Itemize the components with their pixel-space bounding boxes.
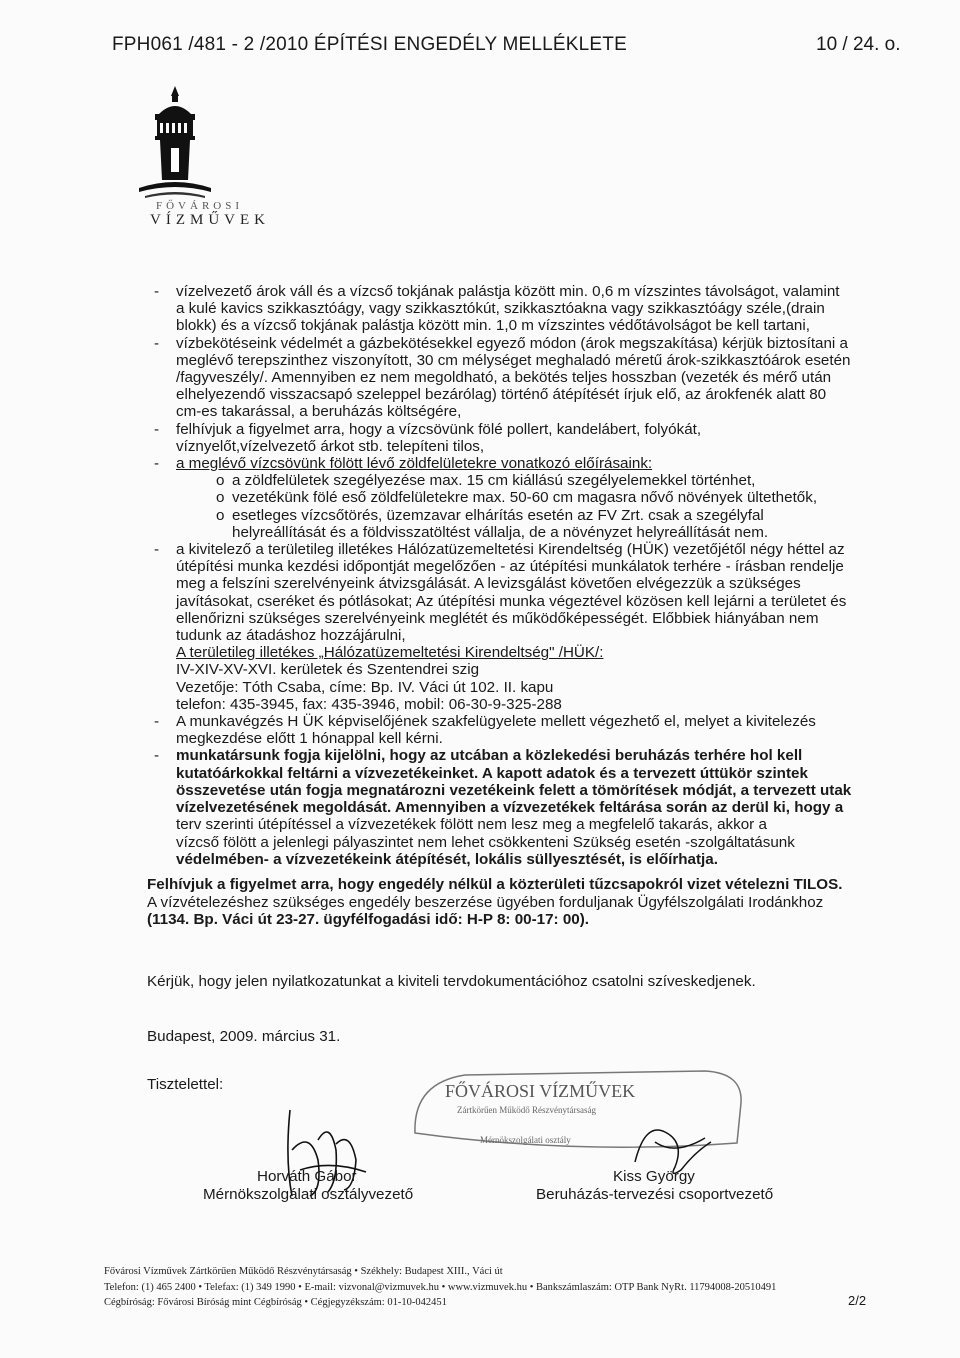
body-line [176, 438, 866, 455]
dash-marker: - [154, 713, 160, 731]
bullet-marker: o [216, 472, 225, 490]
fire-hydrant-notice [147, 876, 867, 929]
stamp-line3: Mérnökszolgálati osztály [480, 1135, 571, 1145]
body-line-text: A munkavégzés H ÜK képviselőjének szakfelügyelete mellett végezhető el, melyet a kivitelezés [176, 713, 816, 731]
body-line [176, 851, 866, 868]
body-line-text: telefon: 435-3945, fax: 435-3946, mobil: 06-30-9-325-288 [176, 695, 562, 713]
stamp-line1: FŐVÁROSI VÍZMŰVEK [445, 1081, 636, 1101]
body-line [176, 386, 866, 403]
signatory-2-title: Beruházás-tervezési csoportvezető [536, 1186, 774, 1203]
body-line [176, 765, 866, 782]
body-line-text: munkatársunk fogja kijelölni, hogy az utcában a közlekedési beruházás terhére hol kell [176, 747, 803, 765]
body-line [176, 782, 866, 799]
bullet-marker: o [216, 506, 225, 524]
body-line [176, 730, 866, 747]
request-text: Kérjük, hogy jelen nyilatkozatunkat a kiviteli tervdokumentációhoz csatolni szíveskedjenek. [147, 973, 756, 990]
body-line [154, 334, 866, 352]
body-line [176, 575, 866, 592]
document-header-page-ref: 10 / 24. o. [816, 34, 901, 55]
body-line [176, 644, 866, 661]
document-date: Budapest, 2009. március 31. [147, 1028, 341, 1045]
bullet-marker: o [216, 489, 225, 507]
body-line-text: terv szerinti útépítéssel a vízvezetékek fölött nem lesz meg a megfelelő takarás, akkor a [176, 816, 767, 834]
body-line [176, 696, 866, 713]
body-line-text: összevetése után fogja megnatározni vezetékeink felett a tömörítések módját, a tervezett utak [176, 781, 852, 799]
body-line-text: tudunk az átadáshoz hozzájárulni, [176, 627, 406, 645]
body-line-text: blokk) és a vízcső tokjának palástja között min. 1,0 m vízszintes védőtávolságot be kell tartani, [176, 317, 810, 335]
dash-marker: - [154, 420, 160, 438]
page-number: 2/2 [848, 1293, 867, 1308]
body-line-text: javításokat, cseréket és pótlásokat; Az útépítési munka végeztével közösen kell lejárni a területet és [176, 592, 847, 610]
body-line-text: esetleges vízcsőtörés, üzemzavar elhárítás esetén az FV Zrt. csak a szegélyfal [232, 506, 764, 524]
body-line [176, 472, 866, 489]
body-line-text: /fagyveszély/. Amennyiben ez nem megoldható, a bekötés teljes hosszban (vezeték és mérő után [176, 369, 832, 387]
body-line [176, 834, 866, 851]
body-line-text: meg a felszíni szerelvényeink átvizsgálását. A levizsgálást követően elvégezzük a szükséges [176, 575, 801, 593]
body-line [176, 317, 866, 334]
body-line-text: vízcső fölött a jelenlegi pályaszintet nem lehet csökkenteni Szükség esetén -szolgáltatásunk [176, 833, 795, 851]
body-line [154, 747, 866, 765]
body-line-text: cm-es takarással, a beruházás költségére, [176, 403, 462, 421]
body-line [176, 489, 866, 506]
body-line-text: útépítési munka kezdési időpontját megelőzően - az útépítési munkálatok terhére - írásban rendelje [176, 558, 844, 576]
body-line [176, 679, 866, 696]
stamp-line2: Zártkörűen Működő Részvénytársaság [457, 1105, 596, 1115]
body-line [176, 507, 866, 524]
body-line [176, 816, 866, 833]
body-line [176, 610, 866, 627]
body-line [154, 283, 866, 300]
body-line-text: védelmében- a vízvezetékeink átépítését, lokális süllyesztését, is előírhatja. [176, 850, 718, 868]
logo-company-line1: FŐVÁROSI [156, 200, 244, 212]
body-line-text: vezetékünk fölé eső zöldfelületekre max. 50-60 cm magasra nővő növények ültethetők, [232, 489, 818, 507]
dash-marker: - [154, 747, 160, 765]
body-line [154, 541, 866, 559]
body-line-text: felhívjuk a figyelmet arra, hogy a vízcsövünk fölé pollert, kandelábert, folyókát, [176, 420, 702, 438]
body-line-text: ellenőrizni szükséges szerelvényeink meglétét és működőképességét. Előbbiek hiányában nem [176, 609, 819, 627]
footer-company: Fővárosi Vízművek Zártkörűen Működő Részvénytársaság • Székhely: Budapest XIII., Váci út [104, 1266, 503, 1277]
body-line-text: meglévő terepszinthez viszonyított, 30 cm mélységet meghaladó méretű árok-szikkasztóárok esetén [176, 351, 851, 369]
body-line-text: helyreállítását és a földvisszatöltést vállalja, de a növényzet helyreállítását nem. [232, 523, 769, 541]
dash-marker: - [154, 334, 160, 352]
logo-company-line2: VÍZMŰVEK [150, 212, 270, 228]
body-line-text: kutatóárkokkal feltárni a vízvezetékeinket. A kapott adatok és a tervezett úttükör szintek [176, 764, 808, 782]
body-line [176, 352, 866, 369]
footer-contact: Telefon: (1) 465 2400 • Telefax: (1) 349 1990 • E-mail: vizvonal@vizmuvek.hu • www.vizmuvek.hu • Bankszámlaszám: OTP Bank NyRt. 11794008-20510491 [104, 1282, 777, 1293]
body-line [176, 369, 866, 386]
signatory-1-name: Horváth Gábor [257, 1168, 357, 1185]
body-line [176, 661, 866, 678]
body-line [176, 300, 866, 317]
document-header-title: FPH061 /481 - 2 /2010 ÉPÍTÉSI ENGEDÉLY MELLÉKLETE [112, 34, 627, 55]
body-line-text: Vezetője: Tóth Csaba, címe: Bp. IV. Váci út 102. II. kapu [176, 678, 554, 696]
body-line-text: a kivitelező a területileg illetékes Hálózatüzemeltetési Kirendeltség (HÜK) vezetőjétől négy héttel az [176, 541, 845, 559]
body-line-text: vízbekötéseink védelmét a gázbekötésekkel egyező módon (árok megszakítása) kérjük biztosítani a [176, 334, 848, 352]
body-line [176, 799, 866, 816]
body-line [154, 420, 866, 438]
dash-marker: - [154, 541, 160, 559]
body-line-text: elhelyezendő visszacsapó szeleppel bezárólag) történő átépítését írjuk elő, az árokfenék alatt 80 [176, 386, 827, 404]
body-line [154, 455, 866, 473]
footer-registry: Cégbíróság: Fővárosi Bíróság mint Cégbíróság • Cégjegyzékszám: 01-10-042451 [104, 1297, 447, 1308]
notice-warning: Felhívjuk a figyelmet arra, hogy engedély nélkül a közterületi tűzcsapokról vizet vételezni TILOS. [147, 876, 843, 893]
dash-marker: - [154, 455, 160, 473]
body-line [176, 627, 866, 644]
notice-office-address: (1134. Bp. Váci út 23-27. ügyfélfogadási idő: H-P 8: 00-17: 00). [147, 911, 589, 928]
body-line [176, 593, 866, 610]
signatory-2-name: Kiss György [613, 1168, 695, 1185]
body-line-text: vízelvezetésének megoldását. Amennyiben a vízvezetékek feltárása során az derül ki, hogy a [176, 799, 844, 817]
conditions-body [154, 283, 866, 868]
body-line-text: a meglévő vízcsövünk fölött lévő zöldfelületekre vonatkozó előírásaink: [176, 455, 653, 473]
body-line [176, 403, 866, 420]
closing-greeting: Tisztelettel: [147, 1076, 224, 1093]
body-line-text: vízelvezető árok váll és a vízcső tokjának palástja között min. 0,6 m vízszintes távolságot, valamint [176, 283, 840, 300]
body-line-text: A területileg illetékes „Hálózatüzemeltetési Kirendeltség" /HÜK/: [176, 644, 604, 662]
body-line-text: a zöldfelületek szegélyezése max. 15 cm kiállású szegélyelemekkel történhet, [232, 472, 756, 490]
signatory-1-title: Mérnökszolgálati osztályvezető [203, 1186, 414, 1203]
notice-permit-text: A vízvételezéshez szükséges engedély beszerzése ügyében forduljanak Ügyfélszolgálati Irodánkhoz [147, 893, 824, 911]
body-line-text: víznyelőt,vízelvezető árkot stb. telepíteni tilos, [176, 437, 485, 455]
water-tower-logo-icon [135, 84, 215, 202]
body-line-text: megkezdése előtt 1 hónappal kell kérni. [176, 730, 443, 748]
body-line [154, 713, 866, 731]
body-line [176, 524, 866, 541]
body-line [176, 558, 866, 575]
body-line-text: IV-XIV-XV-XVI. kerületek és Szentendrei szig [176, 661, 480, 679]
body-line-text: a kulé kavics szikkasztóágy, vagy szikkasztókút, szikkasztóakna vagy szikkasztóágy széle,(drain [176, 300, 825, 318]
dash-marker: - [154, 283, 160, 300]
